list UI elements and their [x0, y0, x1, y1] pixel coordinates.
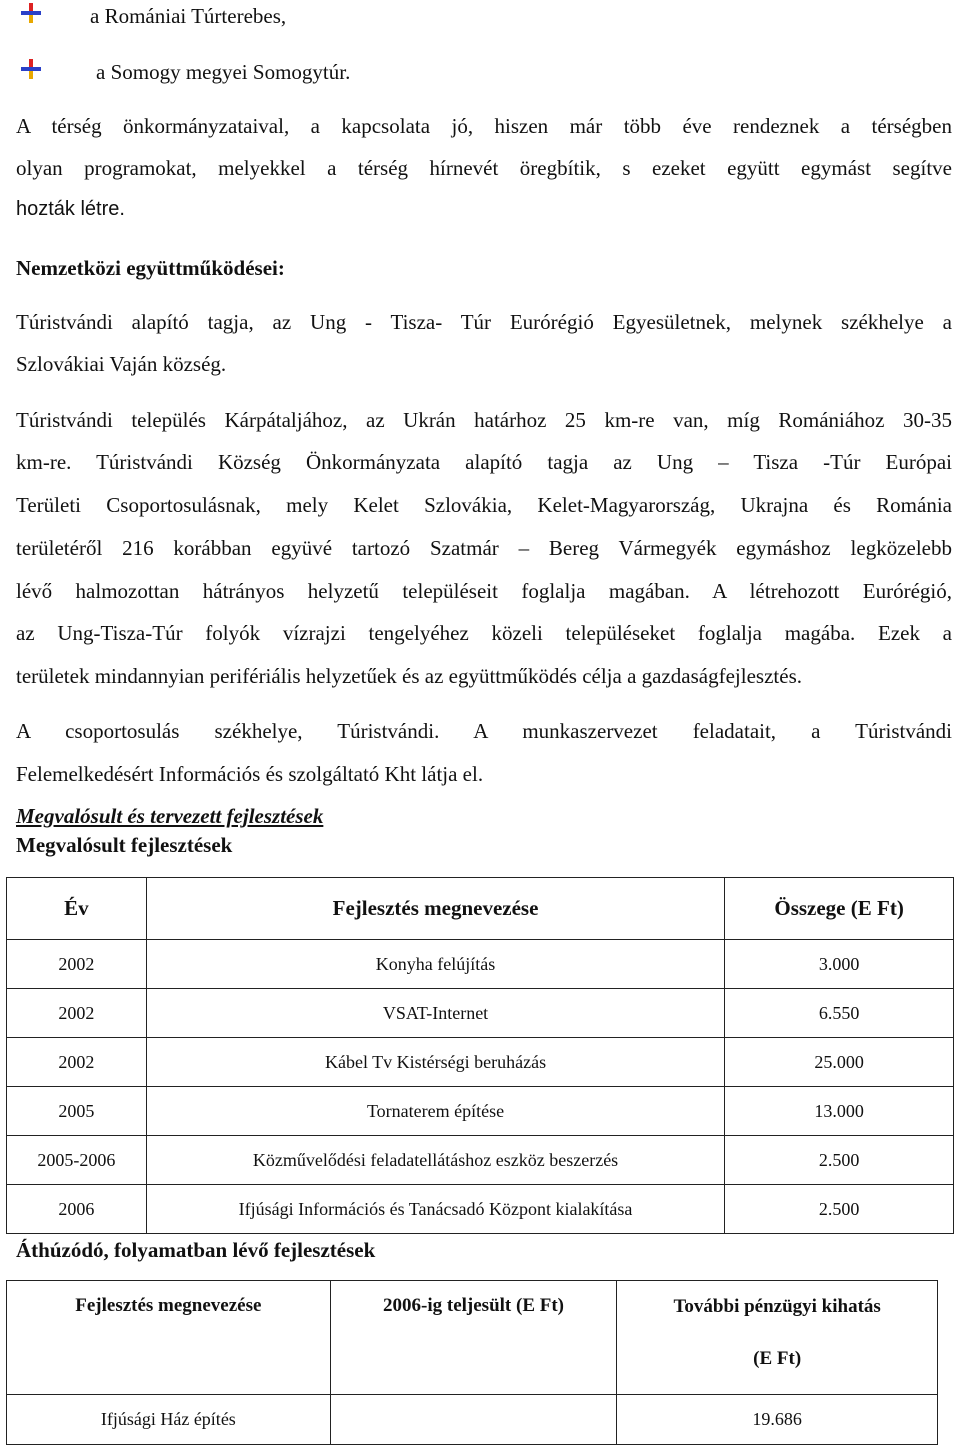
para1-line: hozták létre. — [16, 198, 125, 220]
table-row — [7, 989, 954, 1038]
bullet-2 — [20, 58, 42, 80]
completed-developments-table — [6, 877, 954, 1234]
para1-line: A térség önkormányzataival, a kapcsolata jó, hiszen már több éve rendeznek a térségben — [16, 114, 952, 138]
table-row — [7, 940, 954, 989]
header-further-impact — [617, 1281, 938, 1395]
cell-year: 2005-2006 — [7, 1136, 147, 1185]
cell-development: Ifjúsági Ház építés — [7, 1395, 331, 1445]
header-further-impact-line1: További pénzügyi kihatás — [673, 1296, 881, 1317]
cell-amount: 3.000 — [725, 940, 954, 989]
bullet-text-2: a Somogy megyei Somogytúr. — [96, 60, 351, 84]
table-row — [7, 1395, 938, 1445]
cell-development: Közművelődési feladatellátáshoz eszköz beszerzés — [146, 1136, 724, 1185]
heading-international: Nemzetközi együttműködései: — [16, 256, 285, 280]
header-development: Fejlesztés megnevezése — [146, 878, 724, 940]
cell-year: 2006 — [7, 1185, 147, 1234]
header-development: Fejlesztés megnevezése — [7, 1281, 331, 1395]
para2-line: Szlovákiai Vaján község. — [16, 352, 227, 376]
cell-amount: 2.500 — [725, 1185, 954, 1234]
header-year: Év — [7, 878, 147, 940]
bullet-marker-icon — [20, 58, 42, 80]
para3-line: Területi Csoportosulásnak, mely Kelet Szlovákia, Kelet-Magyarország, Ukrajna és Románia — [16, 493, 952, 517]
header-completed-2006: 2006-ig teljesült (E Ft) — [330, 1281, 617, 1395]
cell-further-impact: 19.686 — [617, 1395, 938, 1445]
bullet-text-1: a Romániai Túrterebes, — [90, 4, 287, 28]
para3-line: területéről 216 korábban együvé tartozó Szatmár – Bereg Vármegyék egymáshoz legközelebb — [16, 536, 952, 560]
table-row — [7, 1038, 954, 1087]
para3-line: lévő halmozottan hátrányos helyzetű településeit foglalja magában. A létrehozott Eurórégió, — [16, 579, 952, 603]
heading-completed: Megvalósult fejlesztések — [16, 833, 233, 857]
cell-year: 2002 — [7, 989, 147, 1038]
para2-line: Túristvándi alapító tagja, az Ung - Tisza- Túr Eurórégió Egyesületnek, melynek székhelye a — [16, 310, 952, 334]
cell-development: Konyha felújítás — [146, 940, 724, 989]
cell-year: 2002 — [7, 1038, 147, 1087]
para3-line: területek mindannyian perifériális helyzetűek és az együttműködés célja a gazdaságfejlesztés. — [16, 664, 802, 688]
heading-developments: Megvalósult és tervezett fejlesztések — [16, 804, 324, 828]
cell-completed — [330, 1395, 617, 1445]
heading-ongoing: Áthúzódó, folyamatban lévő fejlesztések — [16, 1238, 376, 1262]
cell-year: 2005 — [7, 1087, 147, 1136]
header-further-impact-line2: (E Ft) — [753, 1348, 802, 1369]
bullet-marker-icon — [20, 2, 42, 24]
header-amount: Összege (E Ft) — [725, 878, 954, 940]
cell-amount: 13.000 — [725, 1087, 954, 1136]
para3-line: Túristvándi település Kárpátaljához, az Ukrán határhoz 25 km-re van, míg Romániához 30-35 — [16, 408, 952, 432]
cell-amount: 25.000 — [725, 1038, 954, 1087]
bullet-1 — [20, 2, 42, 24]
para4-line: Felemelkedésért Információs és szolgáltató Kht látja el. — [16, 762, 484, 786]
table-row — [7, 1185, 954, 1234]
cell-development: Kábel Tv Kistérségi beruházás — [146, 1038, 724, 1087]
cell-amount: 6.550 — [725, 989, 954, 1038]
cell-development: Tornaterem építése — [146, 1087, 724, 1136]
para1-line: olyan programokat, melyekkel a térség hírnevét öregbítik, s ezeket együtt egymást segítve — [16, 156, 952, 180]
table-header-row — [7, 1281, 938, 1395]
ongoing-developments-table — [6, 1280, 938, 1445]
para4-line: A csoportosulás székhelye, Túristvándi. A munkaszervezet feladatait, a Túristvándi — [16, 719, 952, 743]
table-header-row — [7, 878, 954, 940]
cell-amount: 2.500 — [725, 1136, 954, 1185]
table-row — [7, 1136, 954, 1185]
para3-line: km-re. Túristvándi Község Önkormányzata alapító tagja az Ung – Tisza -Túr Európai — [16, 450, 952, 474]
cell-development: VSAT-Internet — [146, 989, 724, 1038]
cell-year: 2002 — [7, 940, 147, 989]
cell-development: Ifjúsági Információs és Tanácsadó Központ kialakítása — [146, 1185, 724, 1234]
para3-line: az Ung-Tisza-Túr folyók vízrajzi tengelyéhez közeli településeket foglalja magába. Ezek a — [16, 621, 952, 645]
table-row — [7, 1087, 954, 1136]
